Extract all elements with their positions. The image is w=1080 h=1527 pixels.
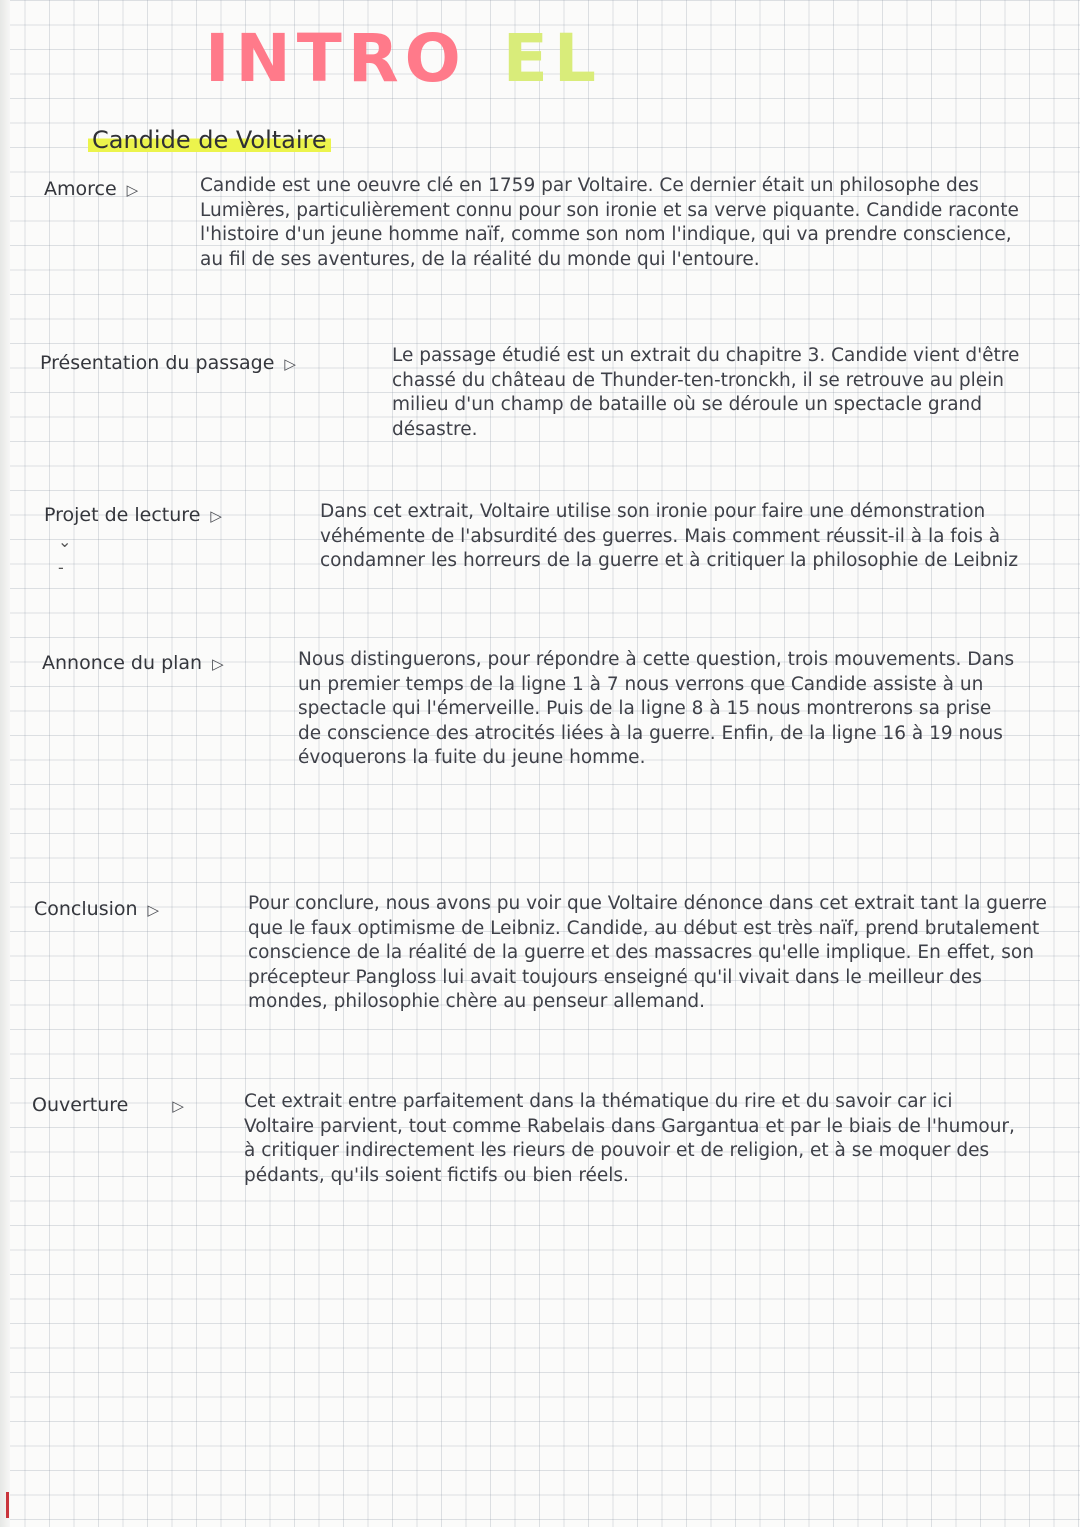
subtitle-highlight: Candide de Voltaire: [88, 126, 331, 154]
section-text-presentation: Le passage étudié est un extrait du chapitre 3. Candide vient d'être chassé du château de Thunder-ten-tronckh, il se retrouve au plein milieu d'un champ de bataille où se déroule un spectacle grand désastre.: [392, 345, 1020, 440]
title-el: EL: [502, 20, 602, 97]
arrow-icon: ▷: [126, 181, 139, 199]
arrow-icon: ▷: [210, 507, 222, 525]
section-label-amorce: Amorce ▷: [44, 178, 139, 200]
section-text-amorce: Candide est une oeuvre clé en 1759 par Voltaire. Ce dernier était un philosophe des Lumières, particulièrement connu pour son ironie et sa verve piquante. Candide raconte l'histoire d'un jeune homme naïf, comme son nom l'indique, qui va prendre conscience, au fil de ses aventures, de la réalité du monde qui l'entoure.: [200, 175, 1019, 270]
section-label-annonce: Annonce du plan ▷: [42, 652, 224, 674]
margin-mark: -: [58, 558, 64, 577]
margin-red-mark: [6, 1492, 9, 1518]
section-label-conclusion: Conclusion ▷: [34, 898, 160, 920]
page-subtitle: [88, 126, 331, 154]
section-text-projet: Dans cet extrait, Voltaire utilise son ironie pour faire une démonstration véhémente de l'absurdité des guerres. Mais comment réussit-il à la fois à condamner les horreurs de la guerre et à critiquer la philosophie de Leibniz: [320, 501, 1019, 571]
section-label-presentation: Présentation du passage ▷: [40, 352, 296, 374]
section-text-annonce: Nous distinguerons, pour répondre à cette question, trois mouvements. Dans un premier temps de la ligne 1 à 7 nous verrons que Candide assiste à un spectacle qui l'émerveille. Puis de la ligne 8 à 15 nous montrerons sa prise de conscience des atrocités liées à la guerre. Enfin, de la ligne 16 à 19 nous évoquerons la fuite du jeune homme.: [298, 649, 1015, 768]
arrow-icon: ▷: [147, 901, 160, 919]
title-intro: INTRO: [205, 20, 467, 97]
arrow-icon: ▷: [284, 355, 296, 373]
section-label-projet: Projet de lecture ▷: [44, 504, 222, 526]
section-text-ouverture: Cet extrait entre parfaitement dans la thématique du rire et du savoir car ici Voltaire parvient, tout comme Rabelais dans Gargantua et par le biais de l'humour, à critiquer indirectement les rieurs de pouvoir et de religion, et à se moquer des pédants, qu'ils soient fictifs ou bien réels.: [244, 1091, 1015, 1186]
page-edge: [0, 0, 10, 1527]
arrow-icon: ▷: [212, 655, 224, 673]
section-text-conclusion: Pour conclure, nous avons pu voir que Voltaire dénonce dans cet extrait tant la guerre que le faux optimisme de Leibniz. Candide, au début est très naïf, prend brutalement conscience de la réalité de la guerre et des massacres qu'elle implique. En effet, son précepteur Pangloss lui avait toujours enseigné qu'il vivait dans le meilleur des mondes, philosophie chère au penseur allemand.: [248, 893, 1047, 1012]
margin-mark: ⌄: [58, 532, 72, 551]
page-title: [205, 20, 602, 97]
arrow-icon: ▷: [172, 1097, 184, 1115]
section-label-ouverture: Ouverture ▷: [32, 1094, 184, 1116]
